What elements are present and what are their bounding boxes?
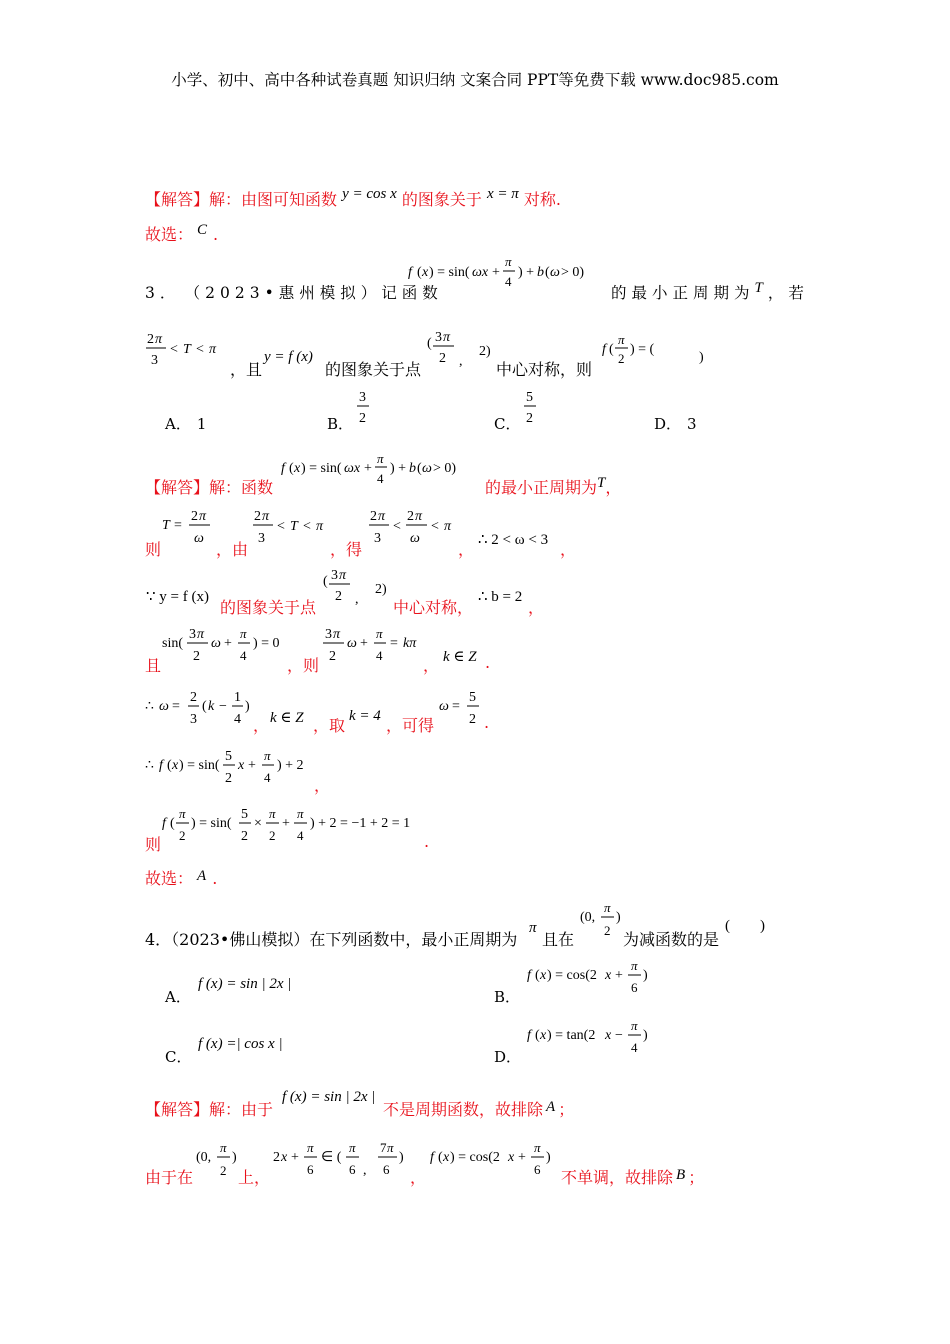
svg-text:π: π	[387, 1140, 394, 1155]
svg-text:π: π	[333, 627, 341, 642]
q4-solution-l2-b: 上，	[238, 1168, 271, 1187]
svg-text:6: 6	[383, 1162, 390, 1177]
svg-text:π: π	[376, 626, 383, 641]
page-header: 小学、初中、高中各种试卷真题 知识归纳 文案合同 PPT等免费下载 www.doc985.com	[171, 71, 779, 89]
svg-text:+: +	[360, 636, 368, 651]
q2-answer-line-1	[145, 187, 561, 210]
svg-text:) +: ) +	[518, 265, 535, 280]
svg-text:T: T	[162, 518, 170, 533]
svg-text:2: 2	[241, 829, 248, 844]
svg-text:) + 2: ) + 2	[277, 758, 304, 773]
svg-text:π: π	[197, 627, 205, 642]
q3-option-c[interactable]: C．	[494, 415, 521, 433]
q4-stem-pi: π	[529, 920, 537, 936]
svg-text:ω: ω	[347, 636, 357, 651]
svg-text:2: 2	[225, 771, 232, 786]
svg-text:) +: ) +	[390, 461, 407, 476]
q3-stem-line-1	[145, 281, 443, 303]
svg-text:π: π	[199, 509, 207, 524]
svg-text:6: 6	[534, 1162, 541, 1177]
q3-solution-l6-end: ，	[314, 776, 331, 795]
svg-text:(: (	[167, 758, 172, 773]
svg-text:4: 4	[505, 274, 512, 289]
svg-text:π: π	[316, 519, 324, 534]
q3-solution-since: ∵ y = f (x)	[146, 589, 209, 605]
q3-solution-function	[281, 452, 486, 492]
svg-text:) = sin(: ) = sin(	[429, 265, 470, 280]
svg-text:3: 3	[151, 353, 158, 368]
q3-solution-k-pi	[323, 623, 428, 669]
svg-text:∴: ∴	[145, 758, 154, 773]
svg-text:) = cos(2: ) = cos(2	[450, 1150, 500, 1165]
svg-text:5: 5	[526, 390, 533, 405]
svg-text:T: T	[183, 342, 191, 357]
svg-text:π: π	[377, 452, 384, 466]
svg-text:2: 2	[147, 332, 154, 347]
svg-text:+: +	[248, 758, 256, 773]
q4-option-d-value	[527, 1016, 662, 1058]
svg-text:5: 5	[241, 807, 248, 822]
answer-choice: C	[197, 222, 208, 238]
svg-text:2: 2	[469, 712, 476, 727]
svg-text:π: π	[240, 626, 247, 641]
svg-text:2: 2	[407, 509, 414, 524]
q3-solution-b-value: ∴ b = 2	[478, 589, 523, 605]
svg-text:(: (	[545, 265, 550, 280]
svg-text:π: π	[534, 1140, 541, 1155]
svg-text:) + 2 = −1 + 2 = 1: ) + 2 = −1 + 2 = 1	[310, 816, 411, 831]
svg-text:(: (	[202, 699, 207, 714]
svg-text:ωx: ωx	[472, 265, 489, 280]
q4-option-d[interactable]: D．	[494, 1048, 522, 1066]
q3-solution-l5-end: .	[484, 713, 490, 732]
q4-option-a-value: f (x) = sin | 2x |	[198, 976, 292, 992]
q3-stem-tail: 的最小正周期为T，若	[611, 280, 809, 302]
svg-text:π: π	[618, 333, 625, 347]
q3-solution-ze3: 则	[145, 835, 162, 854]
svg-text:2: 2	[618, 351, 625, 366]
svg-text:2: 2	[526, 411, 533, 426]
svg-text:=: =	[390, 636, 398, 651]
svg-text:2: 2	[220, 1163, 227, 1178]
answer-text: 的图象关于	[401, 190, 482, 209]
q3-solution-choice: 故选： A .	[145, 868, 218, 888]
svg-text:+: +	[291, 1150, 299, 1165]
svg-text:2: 2	[604, 923, 611, 938]
q3-option-c-value	[522, 388, 542, 428]
q3-solution-l7-end: .	[424, 832, 430, 851]
svg-text:(: (	[427, 336, 432, 351]
svg-text:sin(: sin(	[162, 636, 183, 651]
q4-option-c[interactable]: C．	[165, 1048, 192, 1066]
svg-text:(: (	[323, 574, 328, 589]
svg-text:5: 5	[469, 690, 476, 705]
svg-text:6: 6	[349, 1162, 356, 1177]
q3-solution-final-calc	[162, 803, 430, 851]
svg-text:π: π	[631, 958, 638, 973]
q3-solution-end: ，	[560, 540, 577, 559]
q3-solution-comma: ，	[458, 540, 475, 559]
q3-solution-de: ，得	[330, 540, 363, 559]
svg-text:2: 2	[191, 509, 198, 524]
svg-text:+: +	[492, 265, 500, 280]
svg-text:ωx: ωx	[344, 461, 361, 476]
svg-text:(: (	[535, 1028, 540, 1043]
svg-text:<: <	[303, 519, 311, 534]
svg-text:π: π	[604, 900, 611, 915]
svg-text:T: T	[290, 519, 298, 534]
q3-solution-omega-formula	[145, 686, 255, 732]
svg-text:4: 4	[376, 648, 383, 663]
svg-text:f: f	[430, 1150, 434, 1165]
answer-choice: A	[197, 868, 207, 884]
q3-solution-l3-a: 的图象关于点	[220, 598, 317, 617]
svg-text:x: x	[172, 758, 179, 773]
q3-solution-l4-end: .	[485, 653, 491, 672]
svg-text:∈ (: ∈ (	[321, 1150, 342, 1165]
question-source: （2023•惠州模拟）记函数	[192, 284, 443, 302]
q4-stem-paren: ( )	[725, 918, 765, 934]
svg-text:(: (	[535, 968, 540, 983]
svg-text:): )	[245, 699, 250, 714]
svg-text:<: <	[393, 519, 401, 534]
q3-stem-line-2-b: 的图象关于点	[325, 360, 422, 379]
svg-text:π: π	[179, 806, 186, 821]
svg-text:π: π	[264, 748, 271, 763]
svg-text:6: 6	[631, 980, 638, 995]
svg-text:<: <	[431, 519, 439, 534]
svg-text:x: x	[540, 1028, 547, 1043]
q4-solution-l1-b: 不是周期函数，故排除 A ；	[383, 1099, 575, 1119]
svg-text:2: 2	[370, 509, 377, 524]
svg-text:4: 4	[240, 648, 247, 663]
svg-text:,: ,	[363, 1163, 367, 1178]
q4-solution-range	[273, 1138, 413, 1184]
q3-solution-you: ，由	[216, 540, 249, 559]
svg-text:∴: ∴	[145, 699, 154, 714]
svg-text:π: π	[631, 1018, 638, 1033]
svg-text:3: 3	[359, 390, 366, 405]
svg-text:) = 0: ) = 0	[253, 636, 280, 651]
svg-text:> 0): > 0)	[561, 265, 585, 280]
svg-text:2: 2	[193, 649, 200, 664]
svg-text:−: −	[219, 699, 227, 714]
q3-solution-line-1a: 【解答】解：函数	[145, 478, 274, 497]
svg-text:5: 5	[225, 749, 232, 764]
svg-text:,: ,	[459, 354, 463, 369]
math-expression: y = cos x	[342, 186, 397, 202]
svg-text:f: f	[527, 968, 531, 983]
svg-text:ω: ω	[159, 699, 169, 714]
svg-text:3: 3	[325, 627, 332, 642]
svg-text:−: −	[615, 1028, 623, 1043]
svg-text:): )	[616, 910, 621, 925]
q3-solution-kz: k ∈ Z	[443, 649, 477, 665]
svg-text:3: 3	[258, 531, 265, 546]
q3-solution-k4: k = 4	[349, 708, 381, 724]
svg-text:f: f	[527, 1028, 531, 1043]
svg-text:π: π	[262, 509, 270, 524]
svg-text:+: +	[282, 816, 290, 831]
svg-text:2): 2)	[479, 344, 491, 359]
q3-solution-ze2: ，则	[287, 656, 320, 675]
svg-text:b: b	[409, 461, 416, 476]
svg-text:<: <	[196, 342, 204, 357]
svg-text:2: 2	[269, 828, 276, 843]
q2-answer-line-2: 故选： C .	[145, 222, 219, 244]
math-expression: x = π	[487, 186, 519, 202]
q4-solution-interval	[196, 1140, 241, 1184]
svg-text:) = sin(: ) = sin(	[179, 758, 220, 773]
period-symbol: T	[754, 280, 768, 296]
svg-text:): )	[399, 1150, 404, 1165]
svg-text:): )	[643, 1028, 648, 1043]
svg-text:6: 6	[307, 1162, 314, 1177]
q3-y-equals-f: y = f (x)	[264, 349, 313, 365]
svg-text:π: π	[297, 806, 304, 821]
svg-text:+: +	[364, 461, 372, 476]
svg-text:2: 2	[254, 509, 261, 524]
svg-text:3: 3	[435, 330, 442, 345]
svg-text:ω: ω	[211, 636, 221, 651]
svg-text:<: <	[277, 519, 285, 534]
svg-text:=: =	[174, 518, 182, 533]
svg-text:) = cos(2: ) = cos(2	[547, 968, 597, 983]
svg-text:(0,: (0,	[196, 1150, 212, 1165]
svg-text:f: f	[281, 461, 285, 476]
svg-text:x: x	[508, 1150, 515, 1165]
svg-text:=: =	[452, 699, 460, 714]
svg-text:+: +	[224, 636, 232, 651]
q3-solution-omega-value	[439, 686, 484, 732]
q4-stem-b: 且在	[542, 930, 575, 949]
svg-text:3: 3	[374, 531, 381, 546]
svg-text:=: =	[172, 699, 180, 714]
q3-condition-expression	[146, 330, 236, 372]
svg-text:4: 4	[377, 471, 384, 486]
svg-text:(: (	[417, 461, 422, 476]
svg-text:ω: ω	[194, 531, 204, 546]
svg-text:x: x	[294, 461, 301, 476]
svg-text:2): 2)	[375, 582, 387, 597]
svg-text:kπ: kπ	[403, 636, 417, 651]
svg-text:(: (	[438, 1150, 443, 1165]
svg-text:x: x	[605, 1028, 612, 1043]
q3-option-b-value	[355, 388, 375, 428]
q4-stem-a: 4．（2023•佛山模拟）在下列函数中，最小正周期为	[145, 930, 518, 949]
svg-text:b: b	[537, 265, 544, 280]
svg-text:<: <	[170, 342, 178, 357]
q3-solution-point	[323, 563, 395, 609]
svg-text:f: f	[602, 342, 606, 357]
svg-text:π: π	[220, 1140, 227, 1155]
svg-text:x: x	[443, 1150, 450, 1165]
q3-solution-l3-end: ，	[528, 598, 545, 617]
svg-text:(: (	[609, 342, 614, 357]
q4-solution-l2-comma: ，	[410, 1168, 427, 1187]
svg-text:π: π	[415, 509, 423, 524]
svg-text:4: 4	[631, 1040, 638, 1055]
q4-solution-l1-a: 【解答】解：由于	[145, 1100, 274, 1119]
q4-option-b[interactable]: B．	[494, 988, 521, 1006]
svg-text:3: 3	[190, 712, 197, 727]
svg-text:2: 2	[359, 411, 366, 426]
svg-text:π: π	[269, 806, 276, 821]
q4-stem-interval	[580, 900, 625, 944]
answer-text: 对称.	[523, 190, 561, 209]
svg-text:2: 2	[179, 828, 186, 843]
svg-text:π: π	[339, 568, 347, 583]
svg-text:π: π	[209, 342, 217, 357]
answer-text: 【解答】解：由图可知函数	[145, 190, 338, 209]
svg-text:4: 4	[297, 828, 304, 843]
svg-text:×: ×	[254, 816, 262, 831]
svg-text:f: f	[159, 758, 163, 773]
svg-text:k: k	[208, 699, 215, 714]
svg-text:π: π	[155, 332, 163, 347]
svg-text:> 0): > 0)	[433, 461, 457, 476]
svg-text:3: 3	[189, 627, 196, 642]
svg-text:π: π	[307, 1140, 314, 1155]
q3-solution-omega-range: ∴ 2 < ω < 3	[478, 532, 549, 548]
svg-text:(: (	[170, 816, 175, 831]
svg-text:2: 2	[329, 649, 336, 664]
q3-solution-qu: ，取	[313, 716, 346, 735]
svg-text:+: +	[518, 1150, 526, 1165]
svg-text:π: π	[378, 509, 386, 524]
svg-text:f: f	[408, 265, 412, 280]
svg-text:π: π	[349, 1140, 356, 1155]
svg-text:ω: ω	[439, 699, 449, 714]
svg-text:(0,: (0,	[580, 910, 596, 925]
q3-solution-kede: ，可得	[386, 716, 435, 735]
q3-solution-comma2: ，	[423, 656, 440, 675]
q4-stem-c: 为减函数的是	[623, 930, 720, 949]
q4-option-a[interactable]: A．	[165, 988, 191, 1006]
svg-text:1: 1	[234, 690, 241, 705]
q3-solution-T-formula	[162, 506, 222, 548]
svg-text:(: (	[417, 265, 422, 280]
q3-solution-comma3: ，	[253, 716, 270, 735]
svg-text:,: ,	[355, 592, 359, 607]
svg-text:π: π	[443, 330, 451, 345]
svg-text:2: 2	[190, 690, 197, 705]
svg-text:) = tan(2: ) = tan(2	[547, 1028, 596, 1043]
svg-text:x: x	[605, 968, 612, 983]
q3-solution-fx	[145, 745, 320, 791]
q4-solution-l1-math: f (x) = sin | 2x |	[282, 1089, 376, 1105]
svg-text:π: π	[505, 254, 512, 269]
question-number: 3．	[145, 284, 181, 302]
q3-solution-omega-ineq	[369, 506, 464, 548]
svg-text:): )	[232, 1150, 237, 1165]
svg-text:2: 2	[439, 351, 446, 366]
svg-text:x: x	[281, 1150, 288, 1165]
svg-text:2: 2	[335, 589, 342, 604]
q3-solution-sin-zero	[162, 623, 287, 669]
svg-text:4: 4	[234, 712, 241, 727]
q3-option-b[interactable]: B．	[327, 415, 354, 433]
q4-solution-l2-c: 不单调，故排除 B ；	[561, 1167, 705, 1187]
svg-text:4: 4	[264, 770, 271, 785]
svg-text:) = sin(: ) = sin(	[301, 461, 342, 476]
svg-text:ω: ω	[422, 461, 432, 476]
svg-text:+: +	[615, 968, 623, 983]
svg-text:π: π	[444, 519, 452, 534]
q3-solution-qie: 且	[145, 656, 162, 675]
q4-option-b-value	[527, 956, 662, 998]
q4-solution-cos	[430, 1138, 565, 1184]
q3-stem-line-2-c: 中心对称，则	[496, 360, 593, 379]
svg-text:2: 2	[273, 1150, 280, 1165]
q4-option-c-value: f (x) =| cos x |	[198, 1036, 283, 1052]
svg-text:) = sin(: ) = sin(	[191, 816, 232, 831]
q3-option-d[interactable]: D． 3	[654, 415, 697, 433]
svg-text:f: f	[162, 816, 166, 831]
q3-solution-cond	[253, 506, 338, 548]
q3-solution-l3-b: 中心对称，	[393, 598, 474, 617]
q3-solution-ze: 则	[145, 540, 162, 559]
svg-text:x: x	[540, 968, 547, 983]
q3-solution-line-1b: 的最小正周期为T，	[485, 475, 622, 497]
svg-text:): )	[699, 350, 704, 365]
q4-solution-l2-a: 由于在	[145, 1168, 194, 1187]
svg-text:7: 7	[380, 1140, 387, 1155]
svg-text:x: x	[238, 758, 245, 773]
svg-text:x: x	[422, 265, 429, 280]
q3-function-expression	[408, 254, 608, 294]
q3-center-point	[427, 325, 497, 371]
svg-text:ω: ω	[410, 531, 420, 546]
q3-question-expression	[602, 333, 712, 373]
q3-option-a[interactable]: A． 1	[165, 415, 207, 433]
svg-text:(: (	[289, 461, 294, 476]
svg-text:): )	[546, 1150, 551, 1165]
svg-text:): )	[643, 968, 648, 983]
q3-stem-line-2-a: ，且	[230, 360, 263, 379]
svg-text:3: 3	[331, 568, 338, 583]
svg-text:ω: ω	[550, 265, 560, 280]
q3-solution-kz2: k ∈ Z	[270, 710, 304, 726]
svg-text:) = (: ) = (	[630, 342, 655, 357]
